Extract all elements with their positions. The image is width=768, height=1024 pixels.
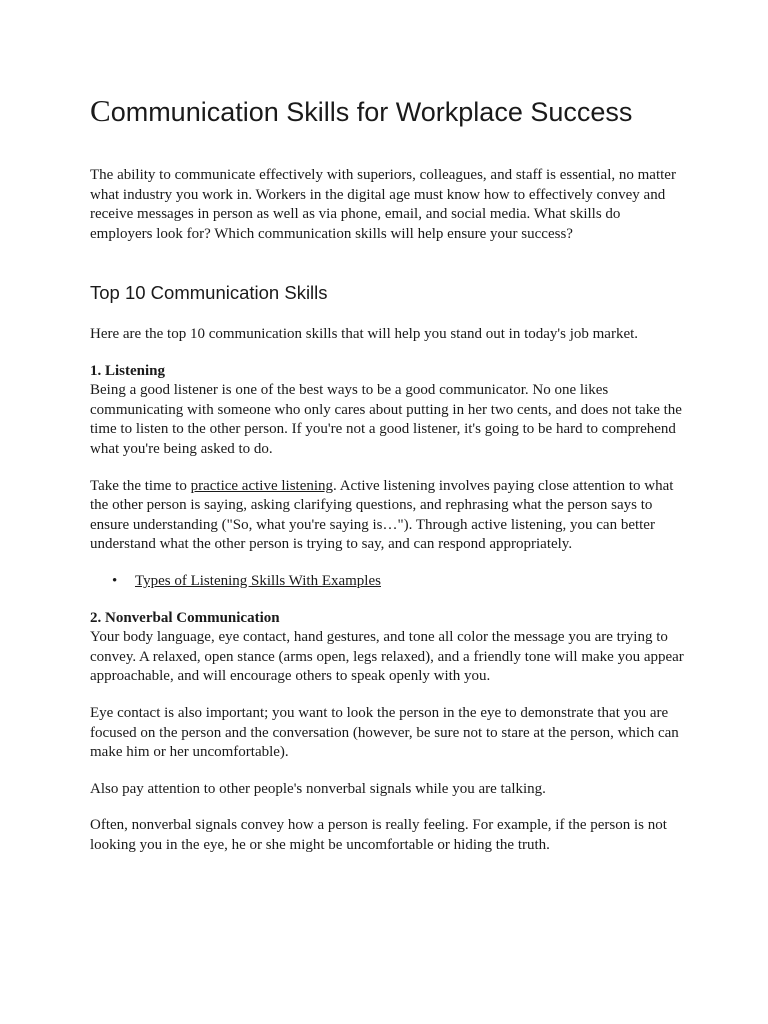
- nonverbal-section: [90, 609, 688, 687]
- section-subheading: Top 10 Communication Skills: [90, 282, 328, 303]
- section-heading-listening: 1. Listening: [90, 362, 166, 379]
- nonverbal-paragraph-3: Also pay attention to other people's nonverbal signals while you are talking.: [90, 780, 546, 797]
- title-initial: C: [90, 93, 111, 128]
- title-text: ommunication Skills for Workplace Success: [110, 97, 633, 127]
- bullet-icon: •: [112, 572, 118, 589]
- article-body: [90, 325, 688, 872]
- lead-paragraph: Here are the top 10 communication skills that will help you stand out in today's job market.: [90, 326, 639, 342]
- list-item: [112, 572, 688, 592]
- page-title: [90, 91, 632, 132]
- text-run: . Active listening involves paying close attention to what the other person is saying, asking clarifying questions, and rephrasing what the person says to ensure understanding ("So, what you're saying is…"). Through active listening, you can better understand what the other person is trying to say, and can respond appropriately.: [90, 477, 674, 553]
- nonverbal-paragraph-1: Your body language, eye contact, hand gestures, and tone all color the message you are trying to convey. A relaxed, open stance (arms open, legs relaxed), and a friendly tone will make you appear approachable, and will encourage others to speak openly with you.: [90, 629, 684, 685]
- practice-active-listening-link[interactable]: practice active listening: [190, 477, 334, 494]
- listening-paragraph-2: [90, 477, 688, 555]
- text-run: Take the time to: [90, 477, 191, 494]
- section-heading-nonverbal: 2. Nonverbal Communication: [90, 609, 280, 626]
- listening-skills-link[interactable]: Types of Listening Skills With Examples: [135, 572, 381, 589]
- nonverbal-paragraph-4: Often, nonverbal signals convey how a person is really feeling. For example, if the person is not looking you in the eye, he or she might be uncomfortable or hiding the truth.: [90, 817, 667, 853]
- listening-section: [90, 362, 688, 460]
- nonverbal-paragraph-2: Eye contact is also important; you want to look the person in the eye to demonstrate that you are focused on the person and the conversation (however, be sure not to stare at the person, which can make him or her uncomfortable).: [90, 704, 679, 761]
- listening-paragraph-1: Being a good listener is one of the best ways to be a good communicator. No one likes communicating with someone who only cares about putting in her two cents, and does not take the time to listen to the other person. If you're not a good listener, it's going to be hard to comprehend what you're being asked to do.: [90, 382, 682, 457]
- related-links-list: [90, 572, 688, 592]
- intro-paragraph: The ability to communicate effectively with superiors, colleagues, and staff is essential, no matter what industry you work in. Workers in the digital age must know how to effectively convey and receive messages in person as well as via phone, email, and social media. What skills do employers look for? Which communication skills will help ensure your success?: [90, 167, 676, 242]
